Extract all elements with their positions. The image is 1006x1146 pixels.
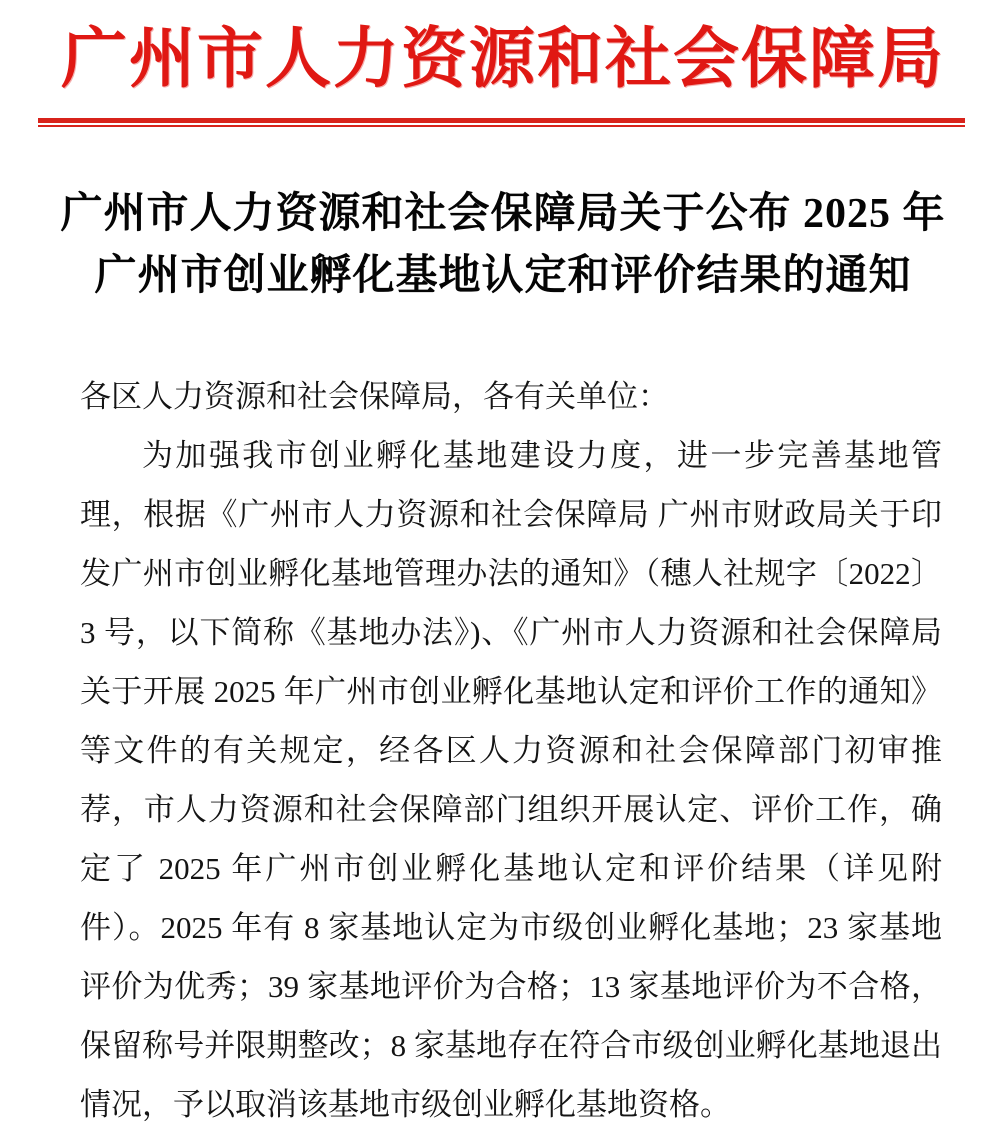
document-title — [30, 183, 976, 307]
agency-name: 广州市人力资源和社会保障局 — [61, 23, 945, 96]
salutation-line: 各区人力资源和社会保障局，各有关单位： — [80, 379, 669, 414]
notice-body — [0, 367, 1006, 1134]
red-masthead — [0, 0, 1006, 127]
document-title-line2: 广州市创业孵化基地认定和评价结果的通知 — [94, 253, 912, 299]
masthead-divider-rule — [38, 118, 965, 127]
notice-content — [0, 183, 1006, 1134]
body-paragraph: 为加强我市创业孵化基地建设力度，进一步完善基地管理，根据《广州市人力资源和社会保障局 广州市财政局关于印发广州市创业孵化基地管理办法的通知》（穗人社规字〔2022〕3 号，以下简称《基地办法》)、《广州市人力资源和社会保障局关于开展 2025 年广州市创业孵化基地认定和评价工作的通知》等文件的有关规定，经各区人力资源和社会保障部门初审推荐，市人力资源和社会保障部门组织开展认定、评价工作，确定了 2025 年广州市创业孵化基地认定和评价结果（详见附件）。2025 年有 8 家基地认定为市级创业孵化基地；23 家基地评价为优秀；39 家基地评价为合格；13 家基地评价为不合格，保留称号并限期整改；8 家基地存在符合市级创业孵化基地退出情况，予以取消该基地市级创业孵化基地资格。 — [80, 438, 942, 1122]
document-title-line1: 广州市人力资源和社会保障局关于公布 2025 年 — [60, 191, 946, 237]
